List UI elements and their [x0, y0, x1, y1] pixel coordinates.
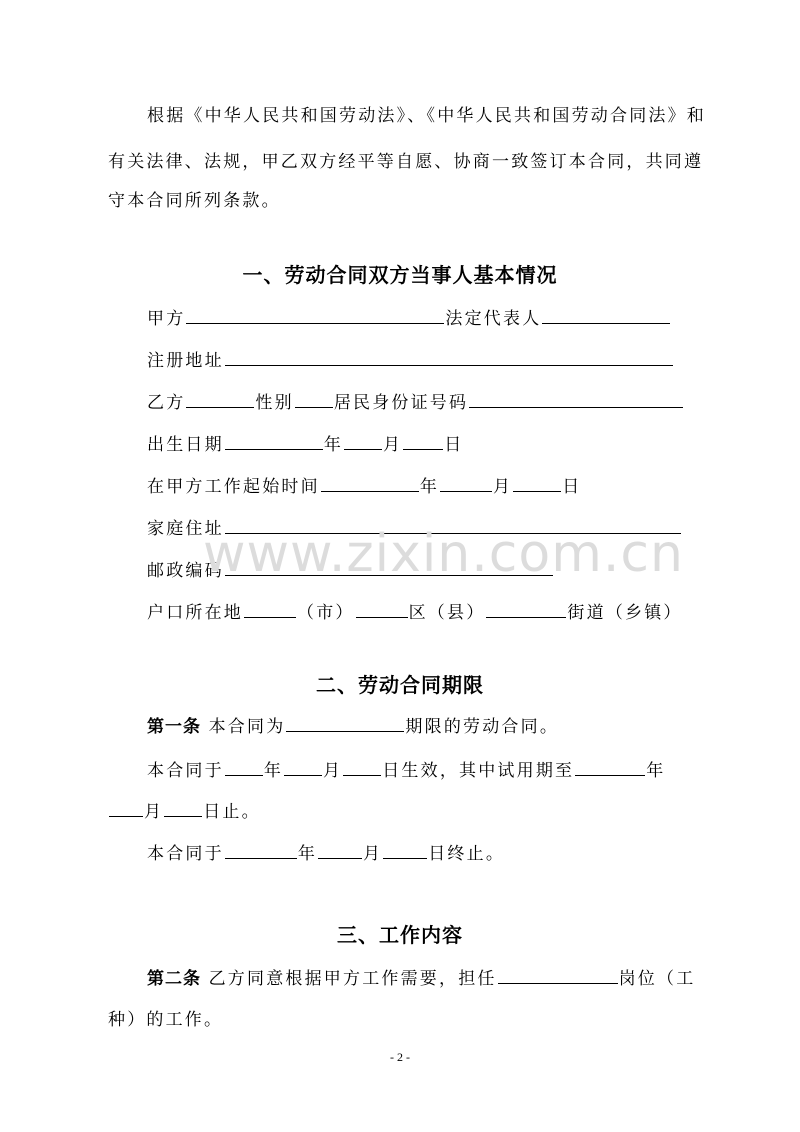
- effective-year-blank: [225, 757, 263, 776]
- party-b-blank: [186, 389, 254, 408]
- birth-day-unit: 日: [444, 435, 464, 455]
- article-2-row: [147, 965, 695, 991]
- party-a-label: 甲方: [147, 309, 186, 329]
- article-1-row: [147, 713, 559, 739]
- terminate-year-blank: [225, 840, 297, 859]
- terminate-year-unit: 年: [297, 844, 318, 864]
- district-label: 区（县）: [408, 603, 486, 623]
- probation-year-unit: 年: [646, 761, 666, 781]
- birth-month-unit: 月: [383, 435, 403, 455]
- birth-day-blank: [403, 431, 443, 450]
- page-number: - 2 -: [390, 1050, 410, 1064]
- effective-row: [147, 757, 665, 783]
- legal-rep-label: 法定代表人: [445, 309, 542, 329]
- id-number-blank: [469, 389, 683, 408]
- start-year-blank: [321, 473, 419, 492]
- article-1-label: 第一条: [147, 717, 201, 737]
- reg-address-blank: [225, 347, 673, 366]
- effective-day-blank: [343, 757, 381, 776]
- intro-line-1: 根据《中华人民共和国劳动法》、《中华人民共和国劳动合同法》和: [147, 106, 706, 126]
- district-blank: [356, 599, 408, 618]
- birth-year-unit: 年: [323, 435, 344, 455]
- postal-code-label: 邮政编码: [147, 561, 224, 581]
- probation-end-text: 日止。: [203, 802, 261, 822]
- probation-day-blank: [164, 798, 202, 817]
- id-number-label: 居民身份证号码: [333, 393, 469, 413]
- intro-line-3: 守本合同所列条款。: [108, 191, 281, 211]
- terminate-month-unit: 月: [363, 844, 383, 864]
- article-1-text-b: 期限的劳动合同。: [405, 717, 560, 737]
- party-b-row: [147, 389, 684, 415]
- probation-end-row: [108, 798, 261, 824]
- birth-year-blank: [225, 431, 323, 450]
- birth-month-blank: [344, 431, 382, 450]
- article-2-text-b: 岗位（工: [618, 969, 696, 989]
- watermark: www.zixin.com.cn: [203, 524, 684, 584]
- start-day-unit: 日: [562, 477, 582, 497]
- start-month-blank: [440, 473, 492, 492]
- intro-line-2: 有关法律、法规，甲乙双方经平等自愿、协商一致签订本合同，共同遵: [108, 152, 704, 172]
- effective-month-blank: [284, 757, 322, 776]
- gender-label: 性别: [255, 393, 294, 413]
- terminate-row: [147, 840, 505, 866]
- section-3-heading: 三、工作内容: [337, 923, 463, 947]
- effective-year-unit: 年: [263, 761, 284, 781]
- effective-month-unit: 月: [323, 761, 343, 781]
- party-a-row: [147, 305, 671, 331]
- probation-month-blank: [109, 798, 143, 817]
- probation-year-blank: [575, 757, 645, 776]
- start-time-row: [147, 473, 581, 499]
- legal-rep-blank: [542, 305, 670, 324]
- home-address-label: 家庭住址: [147, 519, 224, 539]
- article-1-text-a: 本合同为: [208, 717, 286, 737]
- city-label: （市）: [297, 603, 355, 623]
- article-2-label: 第二条: [147, 969, 201, 989]
- street-blank: [486, 599, 566, 618]
- article-2-text-a: 乙方同意根据甲方工作需要，担任: [208, 969, 497, 989]
- effective-text-a: 本合同于: [147, 761, 224, 781]
- start-month-unit: 月: [493, 477, 513, 497]
- position-blank: [498, 965, 618, 984]
- birth-date-row: [147, 431, 463, 457]
- probation-month-unit: 月: [144, 802, 164, 822]
- gender-blank: [295, 389, 333, 408]
- hukou-row: [147, 599, 683, 625]
- start-time-label: 在甲方工作起始时间: [147, 477, 320, 497]
- effective-text-b: 日生效，其中试用期至: [382, 761, 575, 781]
- section-2-heading: 二、劳动合同期限: [316, 673, 484, 697]
- reg-address-label: 注册地址: [147, 351, 224, 371]
- terminate-text-b: 日终止。: [428, 844, 506, 864]
- terminate-day-blank: [383, 840, 427, 859]
- start-day-blank: [513, 473, 561, 492]
- article-2-text-c: 种）的工作。: [108, 1010, 224, 1030]
- party-a-blank: [186, 305, 444, 324]
- birth-date-label: 出生日期: [147, 435, 224, 455]
- reg-address-row: [147, 347, 674, 373]
- contract-term-blank: [286, 713, 404, 732]
- terminate-month-blank: [318, 840, 362, 859]
- start-year-unit: 年: [419, 477, 440, 497]
- hukou-city-blank: [244, 599, 296, 618]
- terminate-text-a: 本合同于: [147, 844, 224, 864]
- section-1-heading: 一、劳动合同双方当事人基本情况: [242, 263, 558, 287]
- party-b-label: 乙方: [147, 393, 186, 413]
- hukou-label: 户口所在地: [147, 603, 243, 623]
- street-label: 街道（乡镇）: [567, 603, 683, 623]
